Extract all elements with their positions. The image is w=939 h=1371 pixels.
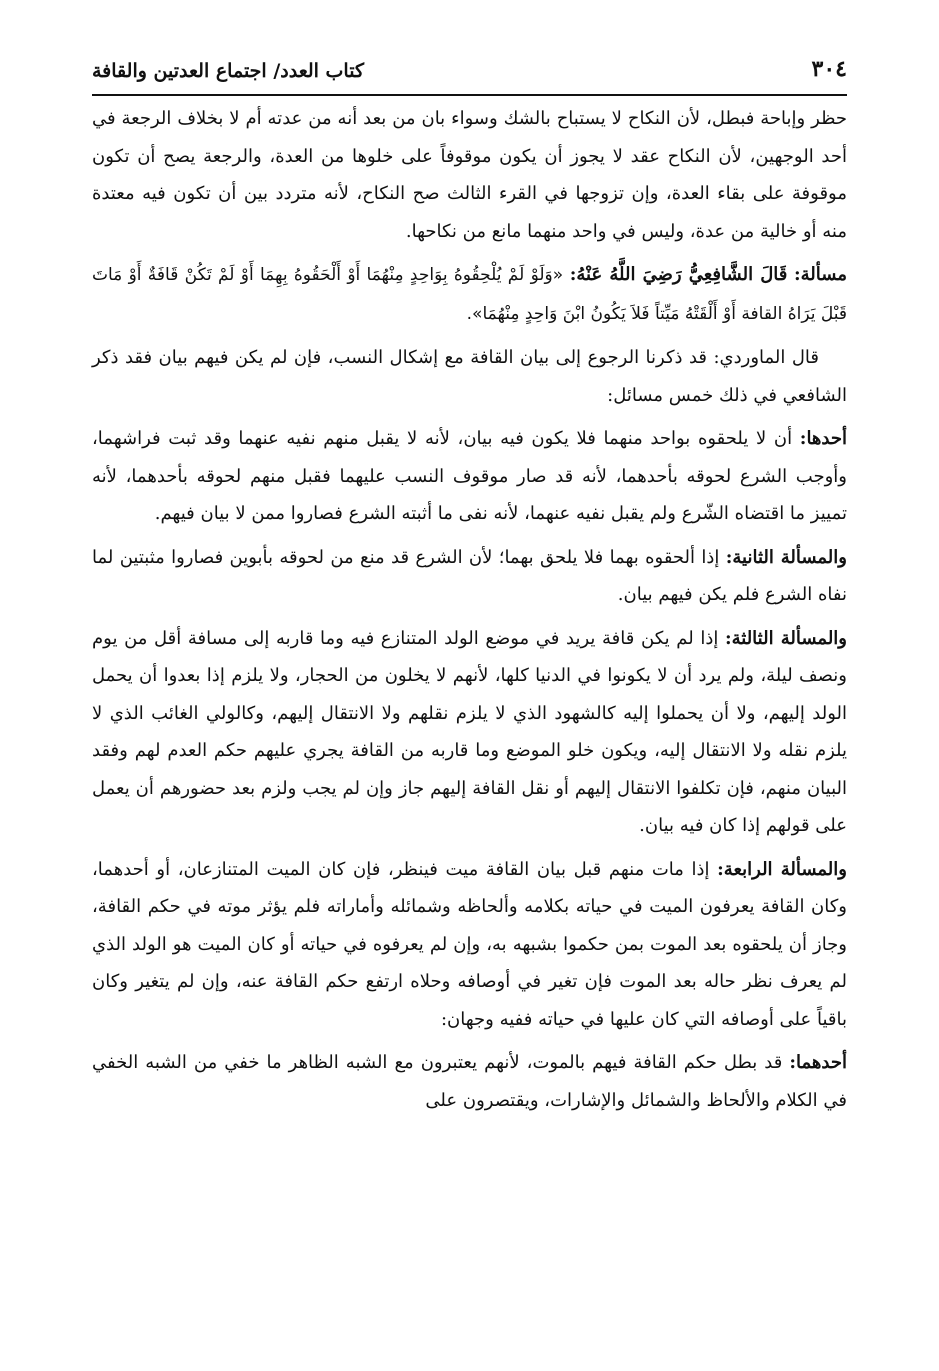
masala-label: مسألة:	[794, 264, 847, 285]
paragraph-fourth	[92, 851, 847, 1039]
paragraph-text: حظر وإباحة فبطل، لأن النكاح لا يستباح بالشك وسواء بان من بعد أنه من عدته أم لا بخلاف الرجعة في أحد الوجهين، لأن النكاح عقد لا يجوز أن يكون موقوفاً على خلوها من العدة، والرجعة يصح أن تكون موقوفة على بقاء العدة، وإن تزوجها في القرء الثالث صح النكاح، لأنه متردد بين أن تكون فيه معتدة منه أو خالية من عدة، وليس في واحد منهما مانع من نكاحها.	[92, 108, 847, 242]
masala-quote: «وَلَوْ لَمْ يُلْحِقُوهُ بِوَاحِدٍ مِنْهُمَا أَوْ أَلْحَقُوهُ بِهِمَا أَوْ لَمْ تَكُنْ قَافَةٌ أَوْ مَاتَ قَبْلَ يَرَاهُ القافة أَوْ أَلْقَتْهُ مَيِّتاً فَلاَ يَكُونُ ابْنَ وَاحِدٍ مِنْهُمَا».	[92, 265, 847, 324]
header-rule	[92, 94, 847, 96]
paragraph-text: إذا لم يكن قافة يريد في موضع الولد المتنازع فيه وما قاربه إلى مسافة أقل من يوم ونصف ليلة، ولم يرد أن لا يكونوا في الدنيا كلها، لأنهم لا يخلون من الحجار، ولا يلزم إذا بعدوا أن يحمل الولد إليهم، ولا أن يحملوا إليه كالشهود الذي لا يلزم نقلهم ولا الانتقال إليهم، وكالولي الغائب الذي لا يلزم نقله ولا الانتقال إليه، ويكون خلو الموضع وما قاربه من القافة يجري عليهم حكم العدم لهم وفقد البيان منهم، فإن تكلفوا الانتقال إليهم أو نقل القافة إليهم جاز وإن لم يجب ولزم بعد حضورهم أن يعمل على قولهم إذا كان فيه بيان.	[92, 627, 847, 836]
paragraph-lead: أحدها:	[799, 428, 847, 449]
paragraph-lead: والمسألة الثانية:	[725, 546, 847, 568]
paragraph-text: إذا ألحقوه بهما فلا يلحق بهما؛ لأن الشرع قد منع من لحوقه بأبوين فصاروا مثبتين لما نفاه الشرع فلم يكن فيهم بيان.	[92, 546, 847, 605]
running-title: كتاب العدد/ اجتماع العدتين والقافة	[92, 60, 364, 82]
paragraph-first	[92, 420, 847, 533]
body-text	[92, 100, 847, 1125]
masala-speaker: قَالَ الشَّافِعِيُّ رَضِيَ اللَّهُ عَنْهُ:	[569, 264, 788, 285]
paragraph-text: قال الماوردي: قد ذكرنا الرجوع إلى بيان القافة مع إشكال النسب، فإن لم يكن فيهم بيان فقد ذكر الشافعي في ذلك خمس مسائل:	[92, 347, 847, 406]
paragraph-third	[92, 620, 847, 845]
paragraph-first-view	[92, 1044, 847, 1119]
paragraph-text: قد بطل حكم القافة فيهم بالموت، لأنهم يعتبرون مع الشبه الظاهر ما خفي من الشبه الخفي في الكلام والألحاظ والشمائل والإشارات، ويقتصرون على	[92, 1052, 847, 1111]
paragraph-lead: والمسألة الثالثة:	[724, 627, 847, 649]
paragraph-lead: والمسألة الرابعة:	[717, 858, 847, 880]
page-number: ٣٠٤	[811, 56, 847, 82]
page-header	[92, 56, 847, 96]
paragraph-second	[92, 539, 847, 614]
paragraph-text: إذا مات منهم قبل بيان القافة ميت فينظر، فإن كان الميت المتنازعان، أو أحدهما، وكان القافة يعرفون الميت في حياته بكلامه وألحاظه وشمائله وأماراته فلم يؤثر موته في حكم القافة، وجاز أن يلحقوه بعد الموت بمن حكموا بشبهه به، وإن لم يعرفوه في حياته أو كان الميت هو الولد الذي لم يعرف نظر حاله بعد الموت فإن تغير في أوصافه وحلاه ارتفع حكم القافة عنه، وإن لم يتغير وكان باقياً على أوصافه التي كان عليها في حياته ففيه وجهان:	[92, 858, 847, 1030]
masala-paragraph	[92, 256, 847, 333]
paragraph-1	[92, 100, 847, 250]
paragraph-mawardi	[92, 339, 847, 414]
paragraph-text: أن لا يلحقوه بواحد منهما فلا يكون فيه بيان، لأنه لا يقبل منهم نفيه عنهما وقد ثبت فراشهما، وأوجب الشرع لحوقه بأحدهما، لأنه قد صار موقوف النسب عليهما فقبل منهم لحوقه بأحدهما، لأنه تمييز ما اقتضاه الشّرع ولم يقبل نفيه عنهما، لأنه نفى ما أثبته الشرع فصاروا ممن لا بيان فيهم.	[92, 428, 847, 524]
paragraph-lead: أحدهما:	[789, 1052, 847, 1073]
